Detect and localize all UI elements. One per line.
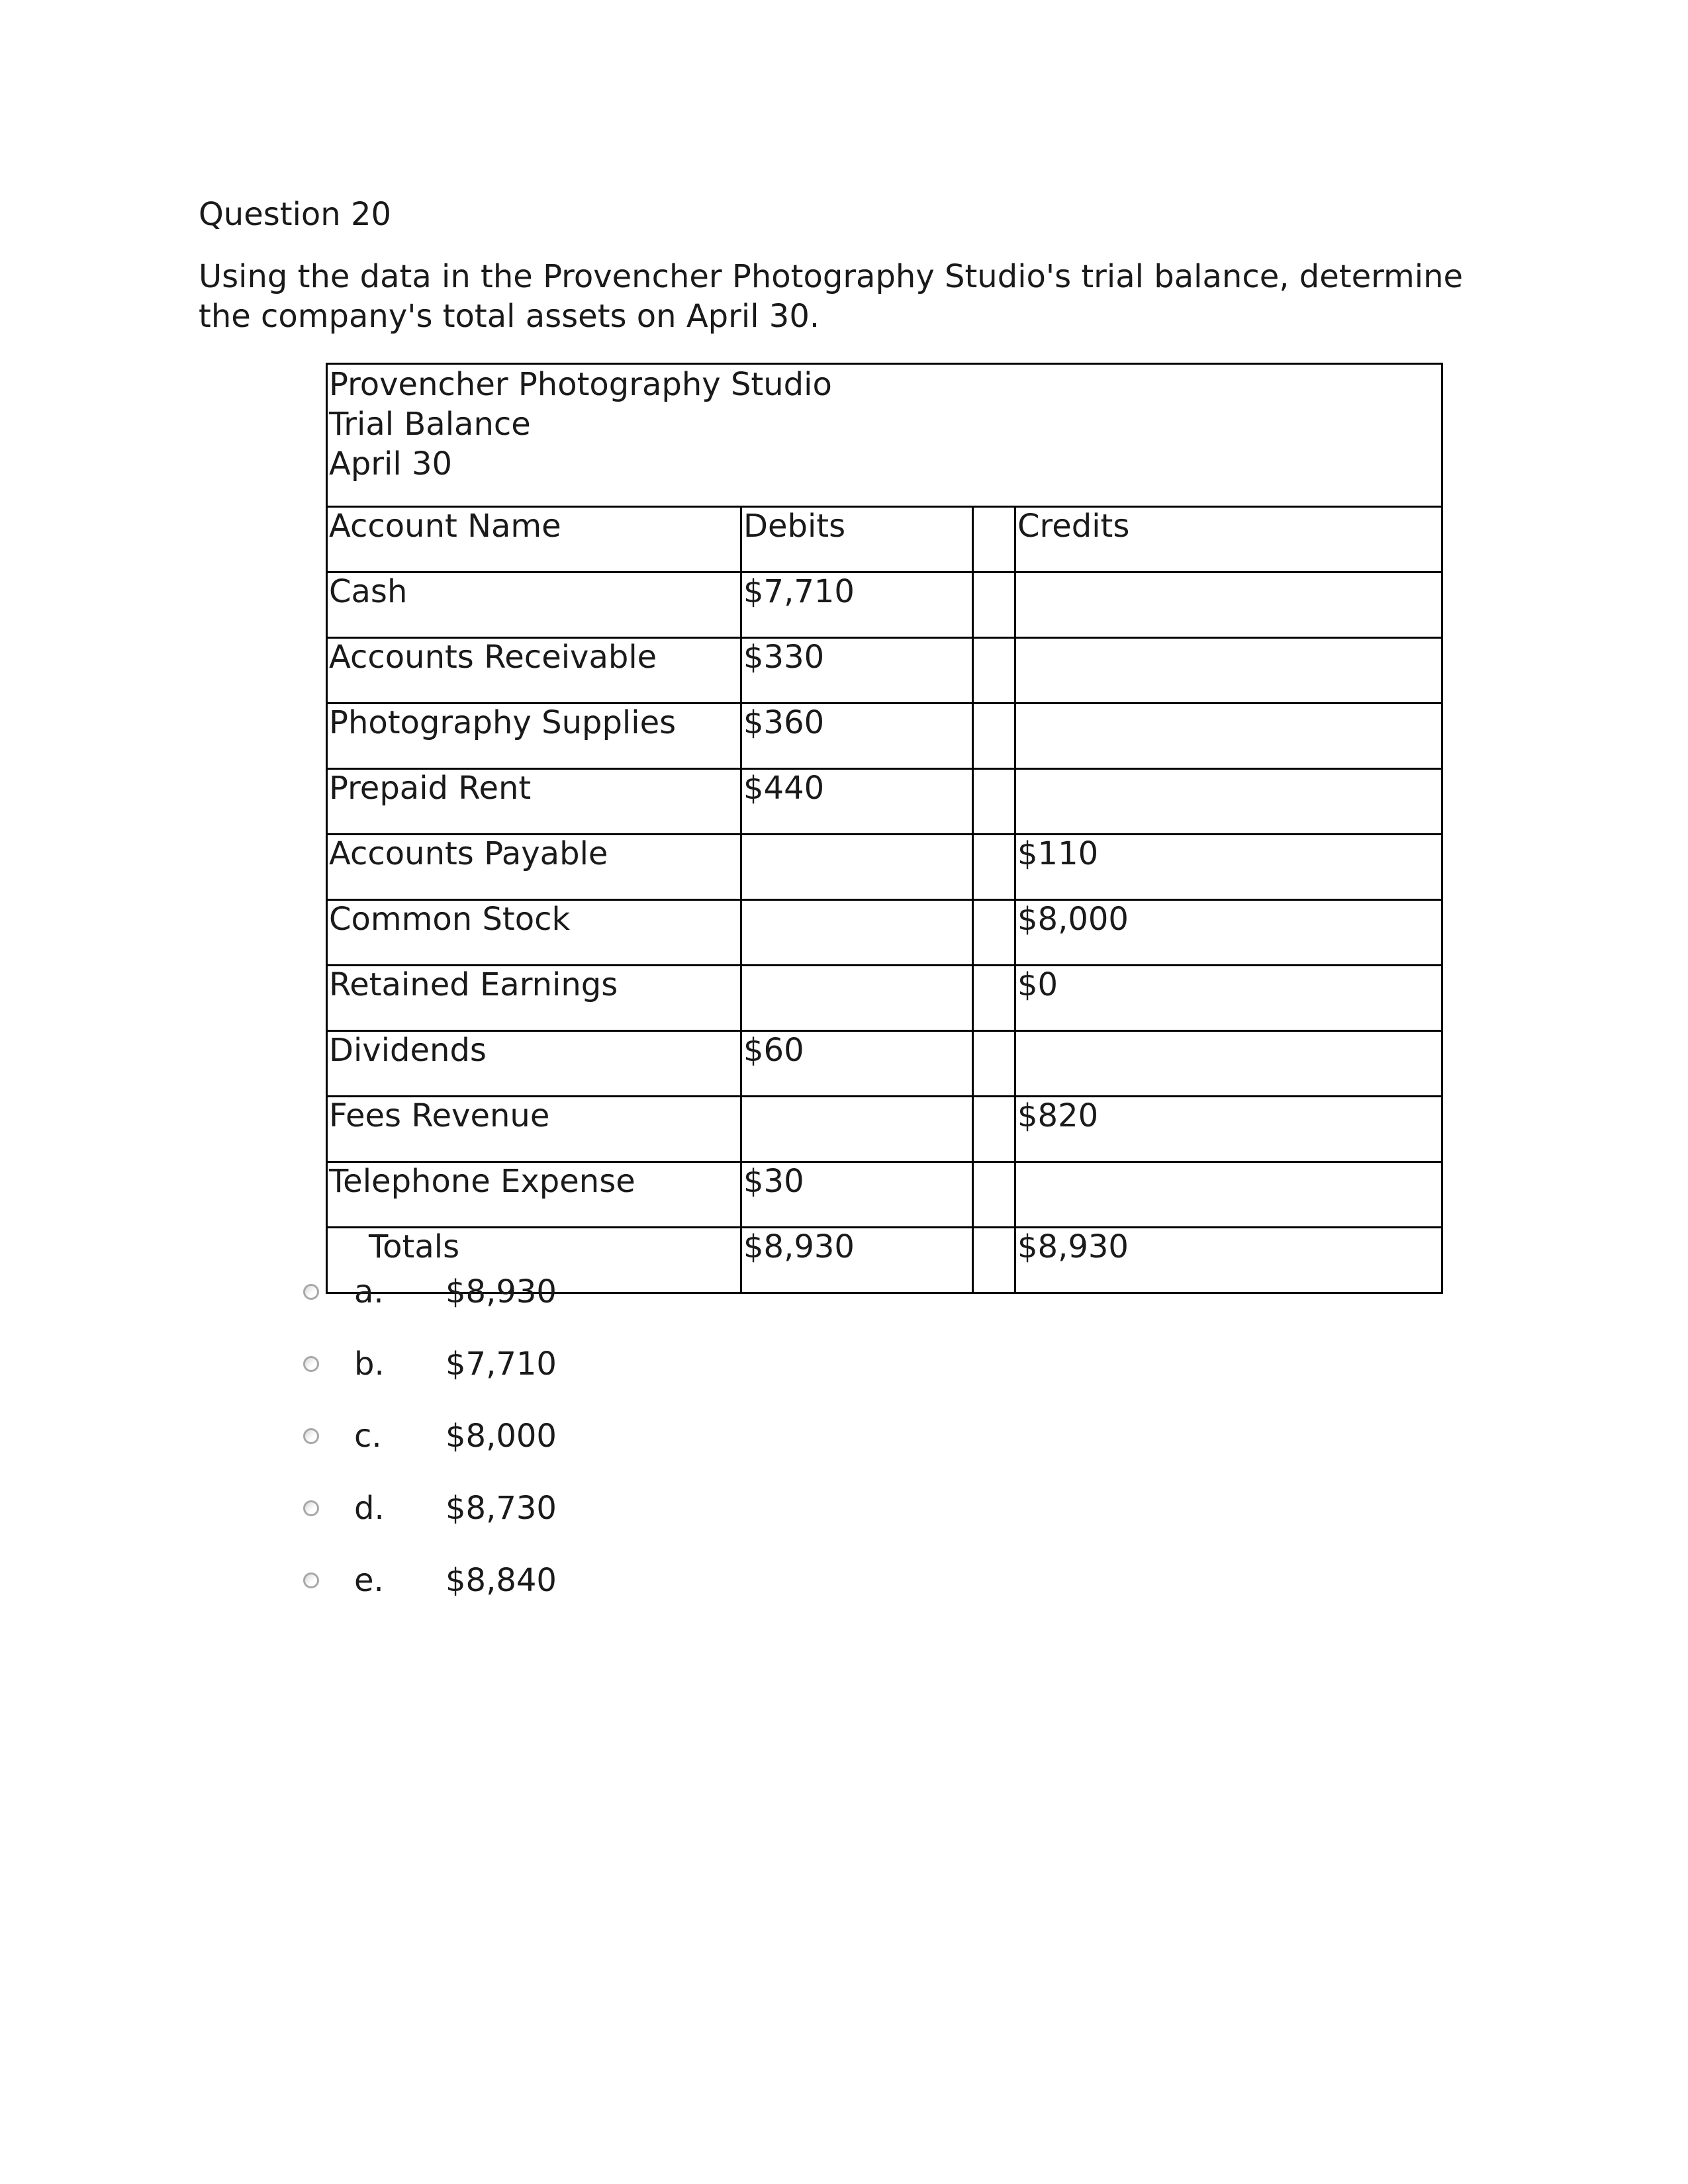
statement-name: Trial Balance <box>329 406 531 443</box>
option-letter: b. <box>354 1345 385 1383</box>
totals-debit: $8,930 <box>741 1228 973 1293</box>
credit-amount <box>1015 769 1442 835</box>
debit-amount <box>741 900 973 966</box>
credit-amount: $110 <box>1015 835 1442 900</box>
option-value: $8,930 <box>445 1273 557 1310</box>
answer-options <box>303 1272 700 1633</box>
option-value: $8,000 <box>445 1418 557 1455</box>
answer-option-e[interactable] <box>303 1561 700 1633</box>
statement-date: April 30 <box>329 445 453 482</box>
debit-amount: $60 <box>741 1031 973 1097</box>
radio-button-icon[interactable] <box>303 1428 319 1444</box>
account-name: Telephone Expense <box>327 1162 741 1228</box>
spacer-cell <box>973 704 1015 769</box>
table-heading-row <box>327 364 1442 507</box>
totals-credit: $8,930 <box>1015 1228 1442 1293</box>
account-name: Dividends <box>327 1031 741 1097</box>
option-letter: c. <box>354 1418 382 1455</box>
column-header-row <box>327 507 1442 572</box>
table-row <box>327 769 1442 835</box>
debit-amount: $330 <box>741 638 973 704</box>
debit-amount <box>741 966 973 1031</box>
account-name: Accounts Receivable <box>327 638 741 704</box>
spacer-cell <box>973 900 1015 966</box>
credit-amount: $820 <box>1015 1097 1442 1162</box>
table-row <box>327 835 1442 900</box>
question-text: Using the data in the Provencher Photography Studio's trial balance, determine the company's total assets on April 30. <box>199 258 1464 335</box>
radio-button-icon[interactable] <box>303 1500 319 1516</box>
spacer-cell <box>973 1162 1015 1228</box>
answer-option-a[interactable] <box>303 1272 700 1344</box>
option-letter: d. <box>354 1490 385 1527</box>
column-header-credits: Credits <box>1015 507 1442 572</box>
credit-amount <box>1015 1031 1442 1097</box>
spacer-cell <box>973 1228 1015 1293</box>
table-row <box>327 900 1442 966</box>
account-name: Retained Earnings <box>327 966 741 1031</box>
table-row <box>327 1097 1442 1162</box>
credit-amount <box>1015 1162 1442 1228</box>
option-value: $8,840 <box>445 1562 557 1599</box>
credit-amount <box>1015 638 1442 704</box>
answer-option-b[interactable] <box>303 1344 700 1416</box>
company-name: Provencher Photography Studio <box>329 366 832 403</box>
account-name: Photography Supplies <box>327 704 741 769</box>
spacer-cell <box>973 1031 1015 1097</box>
debit-amount: $440 <box>741 769 973 835</box>
table-heading <box>327 364 1442 507</box>
radio-button-icon[interactable] <box>303 1284 319 1300</box>
account-name: Prepaid Rent <box>327 769 741 835</box>
debit-amount <box>741 835 973 900</box>
column-header-debits: Debits <box>741 507 973 572</box>
debit-amount: $360 <box>741 704 973 769</box>
table-row <box>327 704 1442 769</box>
spacer-cell <box>973 638 1015 704</box>
answer-option-d[interactable] <box>303 1488 700 1561</box>
credit-amount <box>1015 572 1442 638</box>
question-number: Question 20 <box>199 196 392 233</box>
spacer-cell <box>973 769 1015 835</box>
table-row <box>327 1162 1442 1228</box>
account-name: Common Stock <box>327 900 741 966</box>
answer-option-c[interactable] <box>303 1416 700 1488</box>
radio-button-icon[interactable] <box>303 1356 319 1372</box>
credit-amount: $0 <box>1015 966 1442 1031</box>
spacer-cell <box>973 835 1015 900</box>
debit-amount <box>741 1097 973 1162</box>
column-header-account: Account Name <box>327 507 741 572</box>
spacer-cell <box>973 966 1015 1031</box>
spacer-cell <box>973 1097 1015 1162</box>
account-name: Fees Revenue <box>327 1097 741 1162</box>
debit-amount: $30 <box>741 1162 973 1228</box>
trial-balance-table <box>326 363 1443 1294</box>
totals-label: Totals <box>327 1228 741 1293</box>
option-value: $7,710 <box>445 1345 557 1383</box>
credit-amount: $8,000 <box>1015 900 1442 966</box>
table-row <box>327 1031 1442 1097</box>
radio-button-icon[interactable] <box>303 1572 319 1588</box>
table-row <box>327 638 1442 704</box>
option-letter: e. <box>354 1562 384 1599</box>
debit-amount: $7,710 <box>741 572 973 638</box>
option-value: $8,730 <box>445 1490 557 1527</box>
account-name: Accounts Payable <box>327 835 741 900</box>
credit-amount <box>1015 704 1442 769</box>
table-row <box>327 966 1442 1031</box>
option-letter: a. <box>354 1273 384 1310</box>
table-row <box>327 572 1442 638</box>
spacer-cell <box>973 507 1015 572</box>
account-name: Cash <box>327 572 741 638</box>
spacer-cell <box>973 572 1015 638</box>
